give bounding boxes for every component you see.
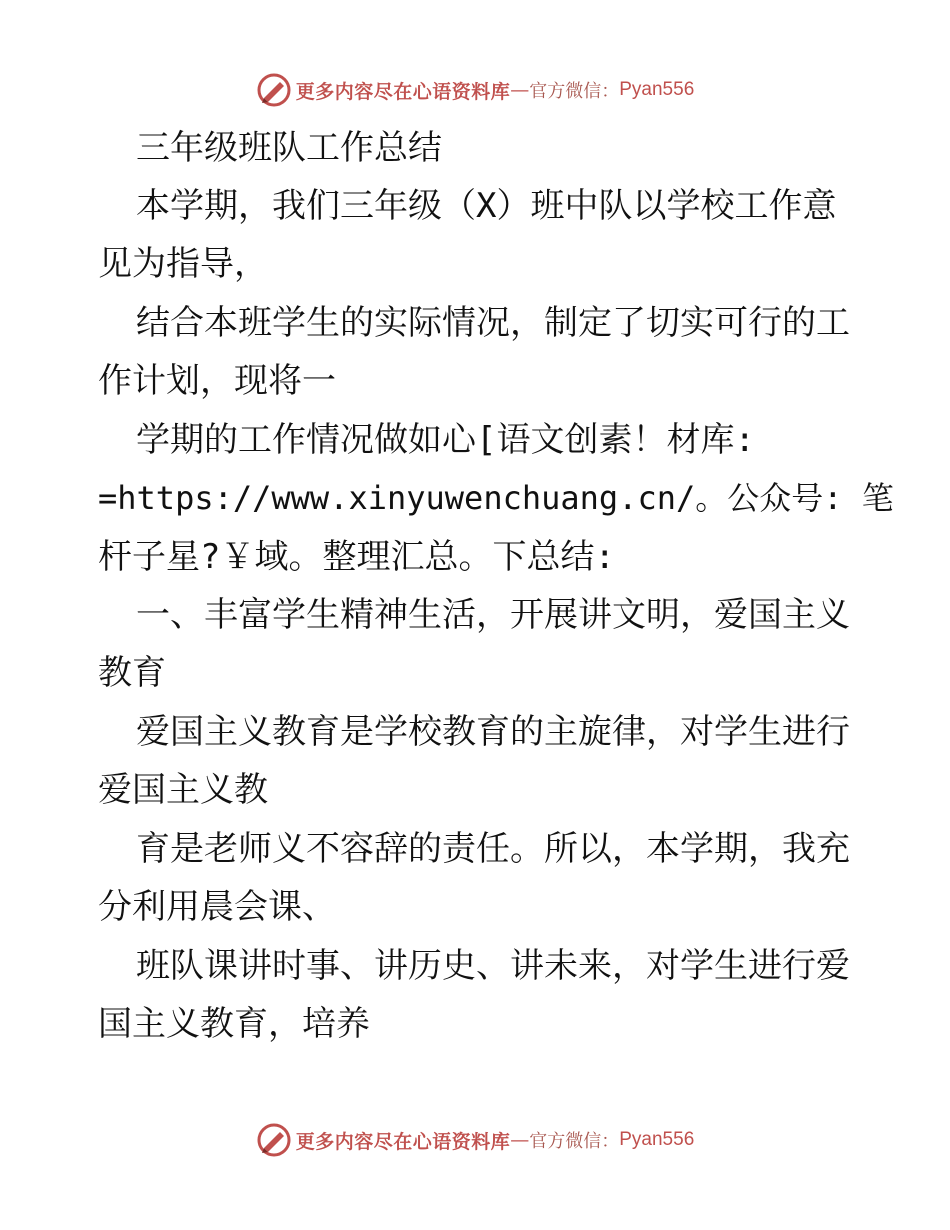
banner-wechat-id: Pyan556 [619,79,695,100]
banner-main-text: 更多内容尽在心语资料库 [295,1130,511,1153]
paragraph-line: 作计划，现将一 [98,361,336,401]
paragraph-line: 爱国主义教 [98,770,268,810]
paragraph-line: 班队课讲时事、讲历史、讲未来，对学生进行爱 [136,946,850,986]
banner-main-text: 更多内容尽在心语资料库 [295,80,511,103]
section-heading: 一、丰富学生精神生活，开展讲文明，爱国主义 [136,595,850,635]
paragraph-line: 学期的工作情况做如心[语文创素！材库: [136,420,755,460]
paragraph-line: 本学期，我们三年级（X）班中队以学校工作意 [136,186,837,226]
paragraph-line: 育是老师义不容辞的责任。所以，本学期，我充 [136,829,850,869]
section-heading: 教育 [98,653,166,693]
pen-logo-icon [256,1122,292,1158]
paragraph-line: 国主义教育，培养 [98,1004,370,1044]
paragraph-line: 杆子星?￥域。整理汇总。下总结: [98,537,615,577]
paragraph-line: 见为指导， [98,244,268,284]
footer-banner [0,1120,950,1160]
paragraph-line: 爱国主义教育是学校教育的主旋律，对学生进行 [136,712,850,752]
document-title: 三年级班队工作总结 [136,128,442,168]
banner-wechat-label: 官方微信： [529,81,620,102]
paragraph-line: =https://www.xinyuwenchuang.cn/。公众号: 笔 [98,479,894,517]
banner-wechat-label: 官方微信： [529,1131,620,1152]
banner-separator: — [510,79,530,101]
banner-separator: — [510,1129,530,1151]
banner-wechat-id: Pyan556 [619,1129,695,1150]
paragraph-line: 结合本班学生的实际情况，制定了切实可行的工 [136,303,850,343]
paragraph-line: 分利用晨会课、 [98,887,336,927]
